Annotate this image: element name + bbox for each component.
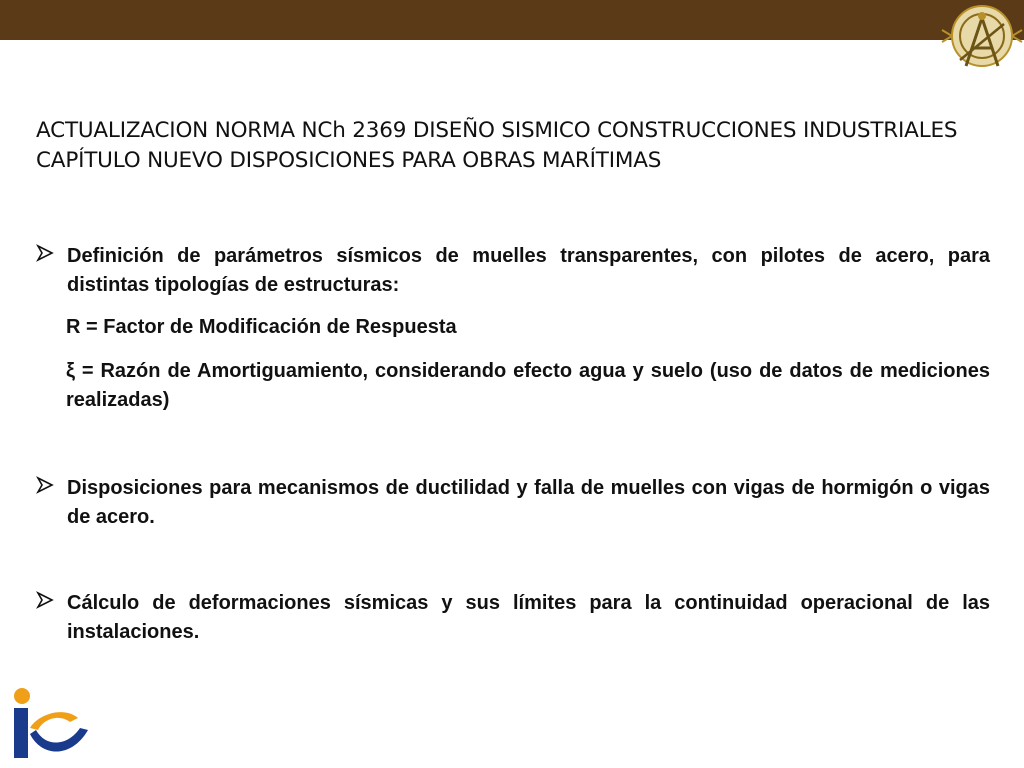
engineering-emblem-icon — [936, 0, 1024, 84]
arrowhead-bullet-icon — [36, 244, 54, 262]
sub-item-r-factor: R = Factor de Modificación de Respuesta — [66, 316, 457, 338]
top-banner — [0, 0, 1024, 40]
arrowhead-bullet-icon — [36, 591, 54, 609]
title-line-1: ACTUALIZACION NORMA NCh 2369 DISEÑO SISMICO CONSTRUCCIONES INDUSTRIALES — [36, 118, 958, 143]
title-line-2: CAPÍTULO NUEVO DISPOSICIONES PARA OBRAS MARÍTIMAS — [36, 148, 662, 173]
bullet-item-2 — [36, 474, 990, 532]
bullet-text: Cálculo de deformaciones sísmicas y sus límites para la continuidad operacional de las instalaciones. — [67, 592, 990, 643]
arrowhead-bullet-icon — [36, 476, 54, 494]
bullet-text: Disposiciones para mecanismos de ductilidad y falla de muelles con vigas de hormigón o vigas de acero. — [67, 477, 990, 528]
bullet-item-3 — [36, 589, 990, 647]
bullet-item-1 — [36, 242, 990, 300]
institute-logo-icon — [8, 684, 92, 764]
page-title — [36, 116, 996, 176]
bullet-text: Definición de parámetros sísmicos de muelles transparentes, con pilotes de acero, para distintas tipologías de estructuras: — [67, 245, 990, 296]
sub-item-damping: ξ = Razón de Amortiguamiento, considerando efecto agua y suelo (uso de datos de mediciones realizadas) — [66, 360, 990, 411]
